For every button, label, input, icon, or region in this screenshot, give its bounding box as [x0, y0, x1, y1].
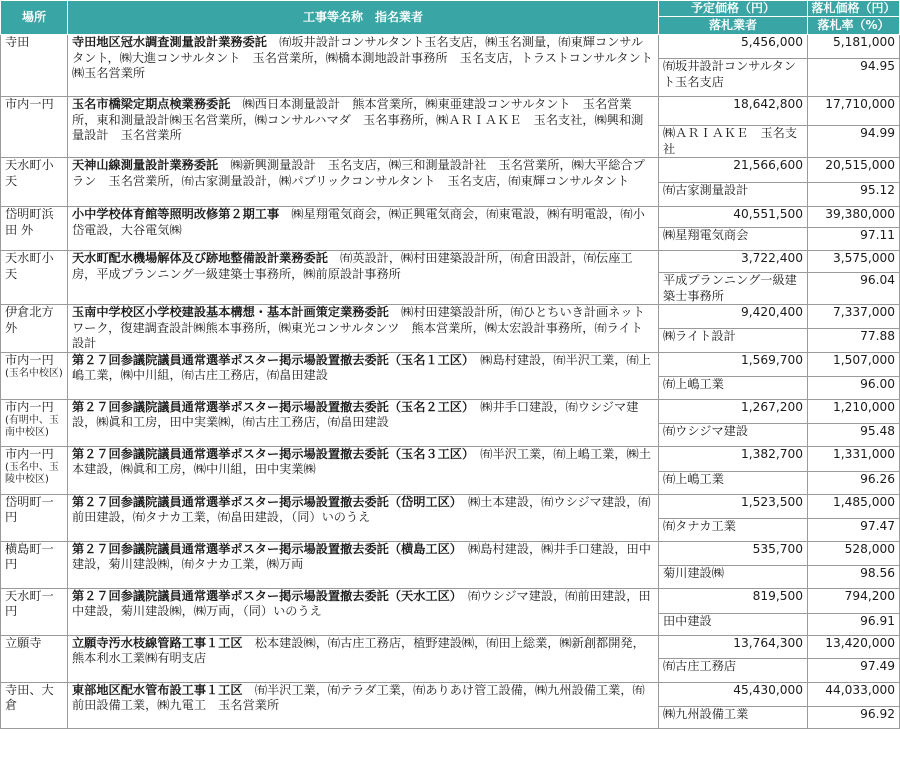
- planned-price: 45,430,000: [659, 682, 808, 706]
- place-cell: [1, 305, 68, 353]
- bid-price: 1,210,000: [808, 399, 900, 423]
- winning-rate: 97.11: [808, 228, 900, 251]
- winning-bidder: 菊川建設㈱: [659, 565, 808, 588]
- header-bid-price: 落札価格（円）: [808, 1, 900, 17]
- place-name: 天水町小天: [5, 251, 54, 281]
- place-cell: [1, 494, 68, 541]
- work-cell: [68, 494, 659, 541]
- nominated-bidders: 松本建設㈱，㈲古庄工務店，植野建設㈱，㈲田上総業，㈱新創都開発，熊本利水工業㈱有明支店: [72, 635, 645, 665]
- work-title: 第２７回参議院議員通常選挙ポスター掲示場設置撤去委託（横島工区）: [72, 541, 456, 556]
- winning-bidder: ㈲上嶋工業: [659, 376, 808, 399]
- planned-price: 535,700: [659, 541, 808, 565]
- work-cell: [68, 588, 659, 635]
- bid-price: 528,000: [808, 541, 900, 565]
- place-cell: [1, 635, 68, 682]
- work-title: 立願寺汚水枝線管路工事１工区: [72, 635, 243, 650]
- bid-price: 13,420,000: [808, 635, 900, 658]
- planned-price: 18,642,800: [659, 97, 808, 126]
- planned-price: 1,569,700: [659, 352, 808, 376]
- planned-price: 21,566,600: [659, 158, 808, 183]
- place-subarea: (玉名中校区): [5, 368, 63, 379]
- place-cell: [1, 352, 68, 399]
- bid-price: 44,033,000: [808, 682, 900, 706]
- place-name: 市内一円: [5, 352, 54, 367]
- nominated-bidders: ㈱新興測量設計 玉名支店，㈱三和測量設計社 玉名営業所，㈱大平総合プラン 玉名営業所，㈲古家測量設計，㈱パブリックコンサルタント 玉名支店，㈲東輝コンサルタント: [72, 158, 645, 188]
- winning-bidder: 田中建設: [659, 613, 808, 635]
- work-title: 玉南中学校区小学校建設基本構想・基本計画策定業務委託: [72, 305, 389, 319]
- nominated-bidders: ㈲半沢工業，㈲上嶋工業，㈱土本建設，㈱眞和工房，㈱中川組，田中実業㈱: [72, 446, 651, 476]
- table-row: [1, 446, 900, 471]
- bid-price: 39,380,000: [808, 207, 900, 228]
- place-name: 伊倉北方外: [5, 305, 54, 335]
- place-subarea: (有明中、玉南中校区): [5, 415, 59, 438]
- winning-rate: 96.91: [808, 613, 900, 635]
- nominated-bidders: ㈲坂井設計コンサルタント玉名支店，㈱玉名測量，㈲東輝コンサルタント，㈱大進コンサルタント 玉名営業所，㈱橋本測地設計事務所 玉名支店，トラストコンサルタント㈱玉名営業所: [72, 35, 653, 80]
- nominated-bidders: ㈱土本建設，㈲ウシジマ建設，㈲前田建設，㈲タナカ工業，㈲畠田建設，（同）いのうえ: [72, 494, 651, 524]
- winning-rate: 94.95: [808, 59, 900, 97]
- work-cell: [68, 446, 659, 494]
- nominated-bidders: ㈱星翔電気商会，㈱正興電気商会，㈲東電設，㈱有明電設，㈲小岱電設，大谷電気㈱: [72, 207, 645, 237]
- place-cell: [1, 541, 68, 588]
- work-title: 天神山線測量設計業務委託: [72, 158, 219, 172]
- winning-rate: 97.49: [808, 658, 900, 682]
- place-cell: [1, 399, 68, 446]
- table-row: [1, 588, 900, 613]
- table-row: [1, 541, 900, 565]
- table-row: [1, 494, 900, 518]
- work-cell: [68, 207, 659, 251]
- place-name: 天水町小天: [5, 158, 54, 188]
- planned-price: 1,267,200: [659, 399, 808, 423]
- planned-price: 3,722,400: [659, 251, 808, 273]
- place-name: 市内一円: [5, 446, 54, 461]
- bid-price: 17,710,000: [808, 97, 900, 126]
- place-name: 寺田、大倉: [5, 682, 54, 712]
- place-name: 立願寺: [5, 635, 42, 650]
- nominated-bidders: ㈱島村建設，㈲半沢工業，㈲上嶋工業，㈱中川組，㈲古庄工務店，㈲畠田建設: [72, 352, 651, 382]
- place-cell: [1, 251, 68, 305]
- work-cell: [68, 541, 659, 588]
- nominated-bidders: ㈲半沢工業，㈲テラダ工業，㈲ありあけ管工設備，㈱九州設備工業，㈲前田設備工業，㈱九電工 玉名営業所: [72, 682, 645, 712]
- bid-price: 20,515,000: [808, 158, 900, 183]
- table-row: [1, 399, 900, 423]
- place-name: 寺田: [5, 35, 30, 49]
- bid-price: 1,331,000: [808, 446, 900, 471]
- work-title: 第２７回参議院議員通常選挙ポスター掲示場設置撤去委託（玉名２工区）: [72, 399, 469, 414]
- work-title: 東部地区配水管布設工事１工区: [72, 682, 243, 697]
- place-cell: [1, 207, 68, 251]
- work-cell: [68, 399, 659, 446]
- table-row: [1, 158, 900, 183]
- work-title: 玉名市橋梁定期点検業務委託: [72, 97, 231, 111]
- header-work: 工事等名称 指名業者: [68, 1, 659, 35]
- header-planned-price: 予定価格（円）: [659, 1, 808, 17]
- table-row: [1, 635, 900, 658]
- bid-price: 1,507,000: [808, 352, 900, 376]
- planned-price: 13,764,300: [659, 635, 808, 658]
- winning-rate: 96.00: [808, 376, 900, 399]
- work-cell: [68, 352, 659, 399]
- place-name: 岱明町一円: [5, 494, 54, 524]
- header-winner: 落札業者: [659, 17, 808, 35]
- nominated-bidders: ㈲英設計，㈱村田建築設計所，㈲倉田設計，㈲伝座工房，平成プランニング一級建築士事務所，㈱前原設計事務所: [72, 251, 633, 281]
- winning-rate: 96.26: [808, 471, 900, 494]
- work-cell: [68, 158, 659, 207]
- table-row: [1, 207, 900, 228]
- planned-price: 5,456,000: [659, 35, 808, 59]
- winning-rate: 96.04: [808, 273, 900, 305]
- bid-price: 5,181,000: [808, 35, 900, 59]
- place-name: 市内一円: [5, 97, 54, 111]
- table-row: [1, 251, 900, 273]
- work-title: 小中学校体育館等照明改修第２期工事: [72, 207, 280, 221]
- winning-bidder: ㈱ライト設計: [659, 329, 808, 352]
- place-name: 横島町一円: [5, 541, 54, 571]
- place-cell: [1, 158, 68, 207]
- planned-price: 9,420,400: [659, 305, 808, 329]
- winning-rate: 98.56: [808, 565, 900, 588]
- nominated-bidders: ㈱村田建築設計所，㈲ひとちいき計画ネットワーク，復建調査設計㈱熊本事務所，㈱東光コンサルタンツ 熊本営業所，㈱太宏設計事務所，㈲ライト設計: [72, 305, 645, 350]
- winning-bidder: ㈲タナカ工業: [659, 518, 808, 541]
- table-row: [1, 682, 900, 706]
- place-cell: [1, 97, 68, 158]
- work-cell: [68, 305, 659, 353]
- nominated-bidders: ㈱西日本測量設計 熊本営業所，㈱東亜建設コンサルタント 玉名営業所，東和測量設計㈱玉名営業所，㈱コンサルハマダ 玉名事務所，㈱ＡＲＩＡＫＥ 玉名支社，㈱興和測量設計 玉名営業所: [72, 97, 644, 142]
- work-cell: [68, 635, 659, 682]
- header-place: 場所: [1, 1, 68, 35]
- nominated-bidders: ㈱井手口建設，㈲ウシジマ建設，㈱眞和工房，田中実業㈱，㈲古庄工務店，㈲畠田建設: [72, 399, 639, 429]
- winning-bidder: ㈱星翔電気商会: [659, 228, 808, 251]
- bid-price: 794,200: [808, 588, 900, 613]
- work-title: 第２７回参議院議員通常選挙ポスター掲示場設置撤去委託（天水工区）: [72, 588, 456, 603]
- place-name: 天水町一円: [5, 588, 54, 618]
- planned-price: 40,551,500: [659, 207, 808, 228]
- winning-rate: 97.47: [808, 518, 900, 541]
- work-cell: [68, 97, 659, 158]
- work-cell: [68, 35, 659, 97]
- place-cell: [1, 446, 68, 494]
- work-title: 第２７回参議院議員通常選挙ポスター掲示場設置撤去委託（玉名１工区）: [72, 352, 469, 367]
- place-cell: [1, 35, 68, 97]
- winning-rate: 96.92: [808, 706, 900, 728]
- table-row: [1, 352, 900, 376]
- header-rate: 落札率（%）: [808, 17, 900, 35]
- work-cell: [68, 251, 659, 305]
- winning-rate: 95.48: [808, 423, 900, 446]
- bid-price: 3,575,000: [808, 251, 900, 273]
- winning-bidder: ㈲古庄工務店: [659, 658, 808, 682]
- nominated-bidders: ㈱島村建設，㈱井手口建設，田中建設，菊川建設㈱，㈲タナカ工業，㈱万両: [72, 541, 651, 571]
- bid-price: 1,485,000: [808, 494, 900, 518]
- winning-bidder: 平成プランニング一級建築士事務所: [659, 273, 808, 305]
- planned-price: 1,523,500: [659, 494, 808, 518]
- table-row: [1, 35, 900, 59]
- winning-bidder: ㈱ＡＲＩＡＫＥ 玉名支社: [659, 126, 808, 158]
- work-title: 天水町配水機場解体及び跡地整備設計業務委託: [72, 251, 328, 265]
- winning-bidder: ㈱九州設備工業: [659, 706, 808, 728]
- bid-price: 7,337,000: [808, 305, 900, 329]
- winning-rate: 77.88: [808, 329, 900, 352]
- place-name: 市内一円: [5, 399, 54, 414]
- work-title: 第２７回参議院議員通常選挙ポスター掲示場設置撤去委託（岱明工区）: [72, 494, 456, 509]
- winning-bidder: ㈲ウシジマ建設: [659, 423, 808, 446]
- work-title: 寺田地区冠水調査測量設計業務委託: [72, 35, 267, 49]
- nominated-bidders: ㈲ウシジマ建設，㈲前田建設，田中建設，菊川建設㈱，㈱万両，（同）いのうえ: [72, 588, 651, 618]
- table-row: [1, 305, 900, 329]
- winning-rate: 94.99: [808, 126, 900, 158]
- work-title: 第２７回参議院議員通常選挙ポスター掲示場設置撤去委託（玉名３工区）: [72, 446, 469, 461]
- place-subarea: (玉名中、玉陵中校区): [5, 462, 59, 485]
- table-row: [1, 97, 900, 126]
- winning-rate: 95.12: [808, 183, 900, 207]
- place-name: 岱明町浜田 外: [5, 207, 54, 237]
- planned-price: 1,382,700: [659, 446, 808, 471]
- planned-price: 819,500: [659, 588, 808, 613]
- place-cell: [1, 682, 68, 728]
- work-cell: [68, 682, 659, 728]
- winning-bidder: ㈲坂井設計コンサルタント玉名支店: [659, 59, 808, 97]
- place-cell: [1, 588, 68, 635]
- winning-bidder: ㈲上嶋工業: [659, 471, 808, 494]
- winning-bidder: ㈲古家測量設計: [659, 183, 808, 207]
